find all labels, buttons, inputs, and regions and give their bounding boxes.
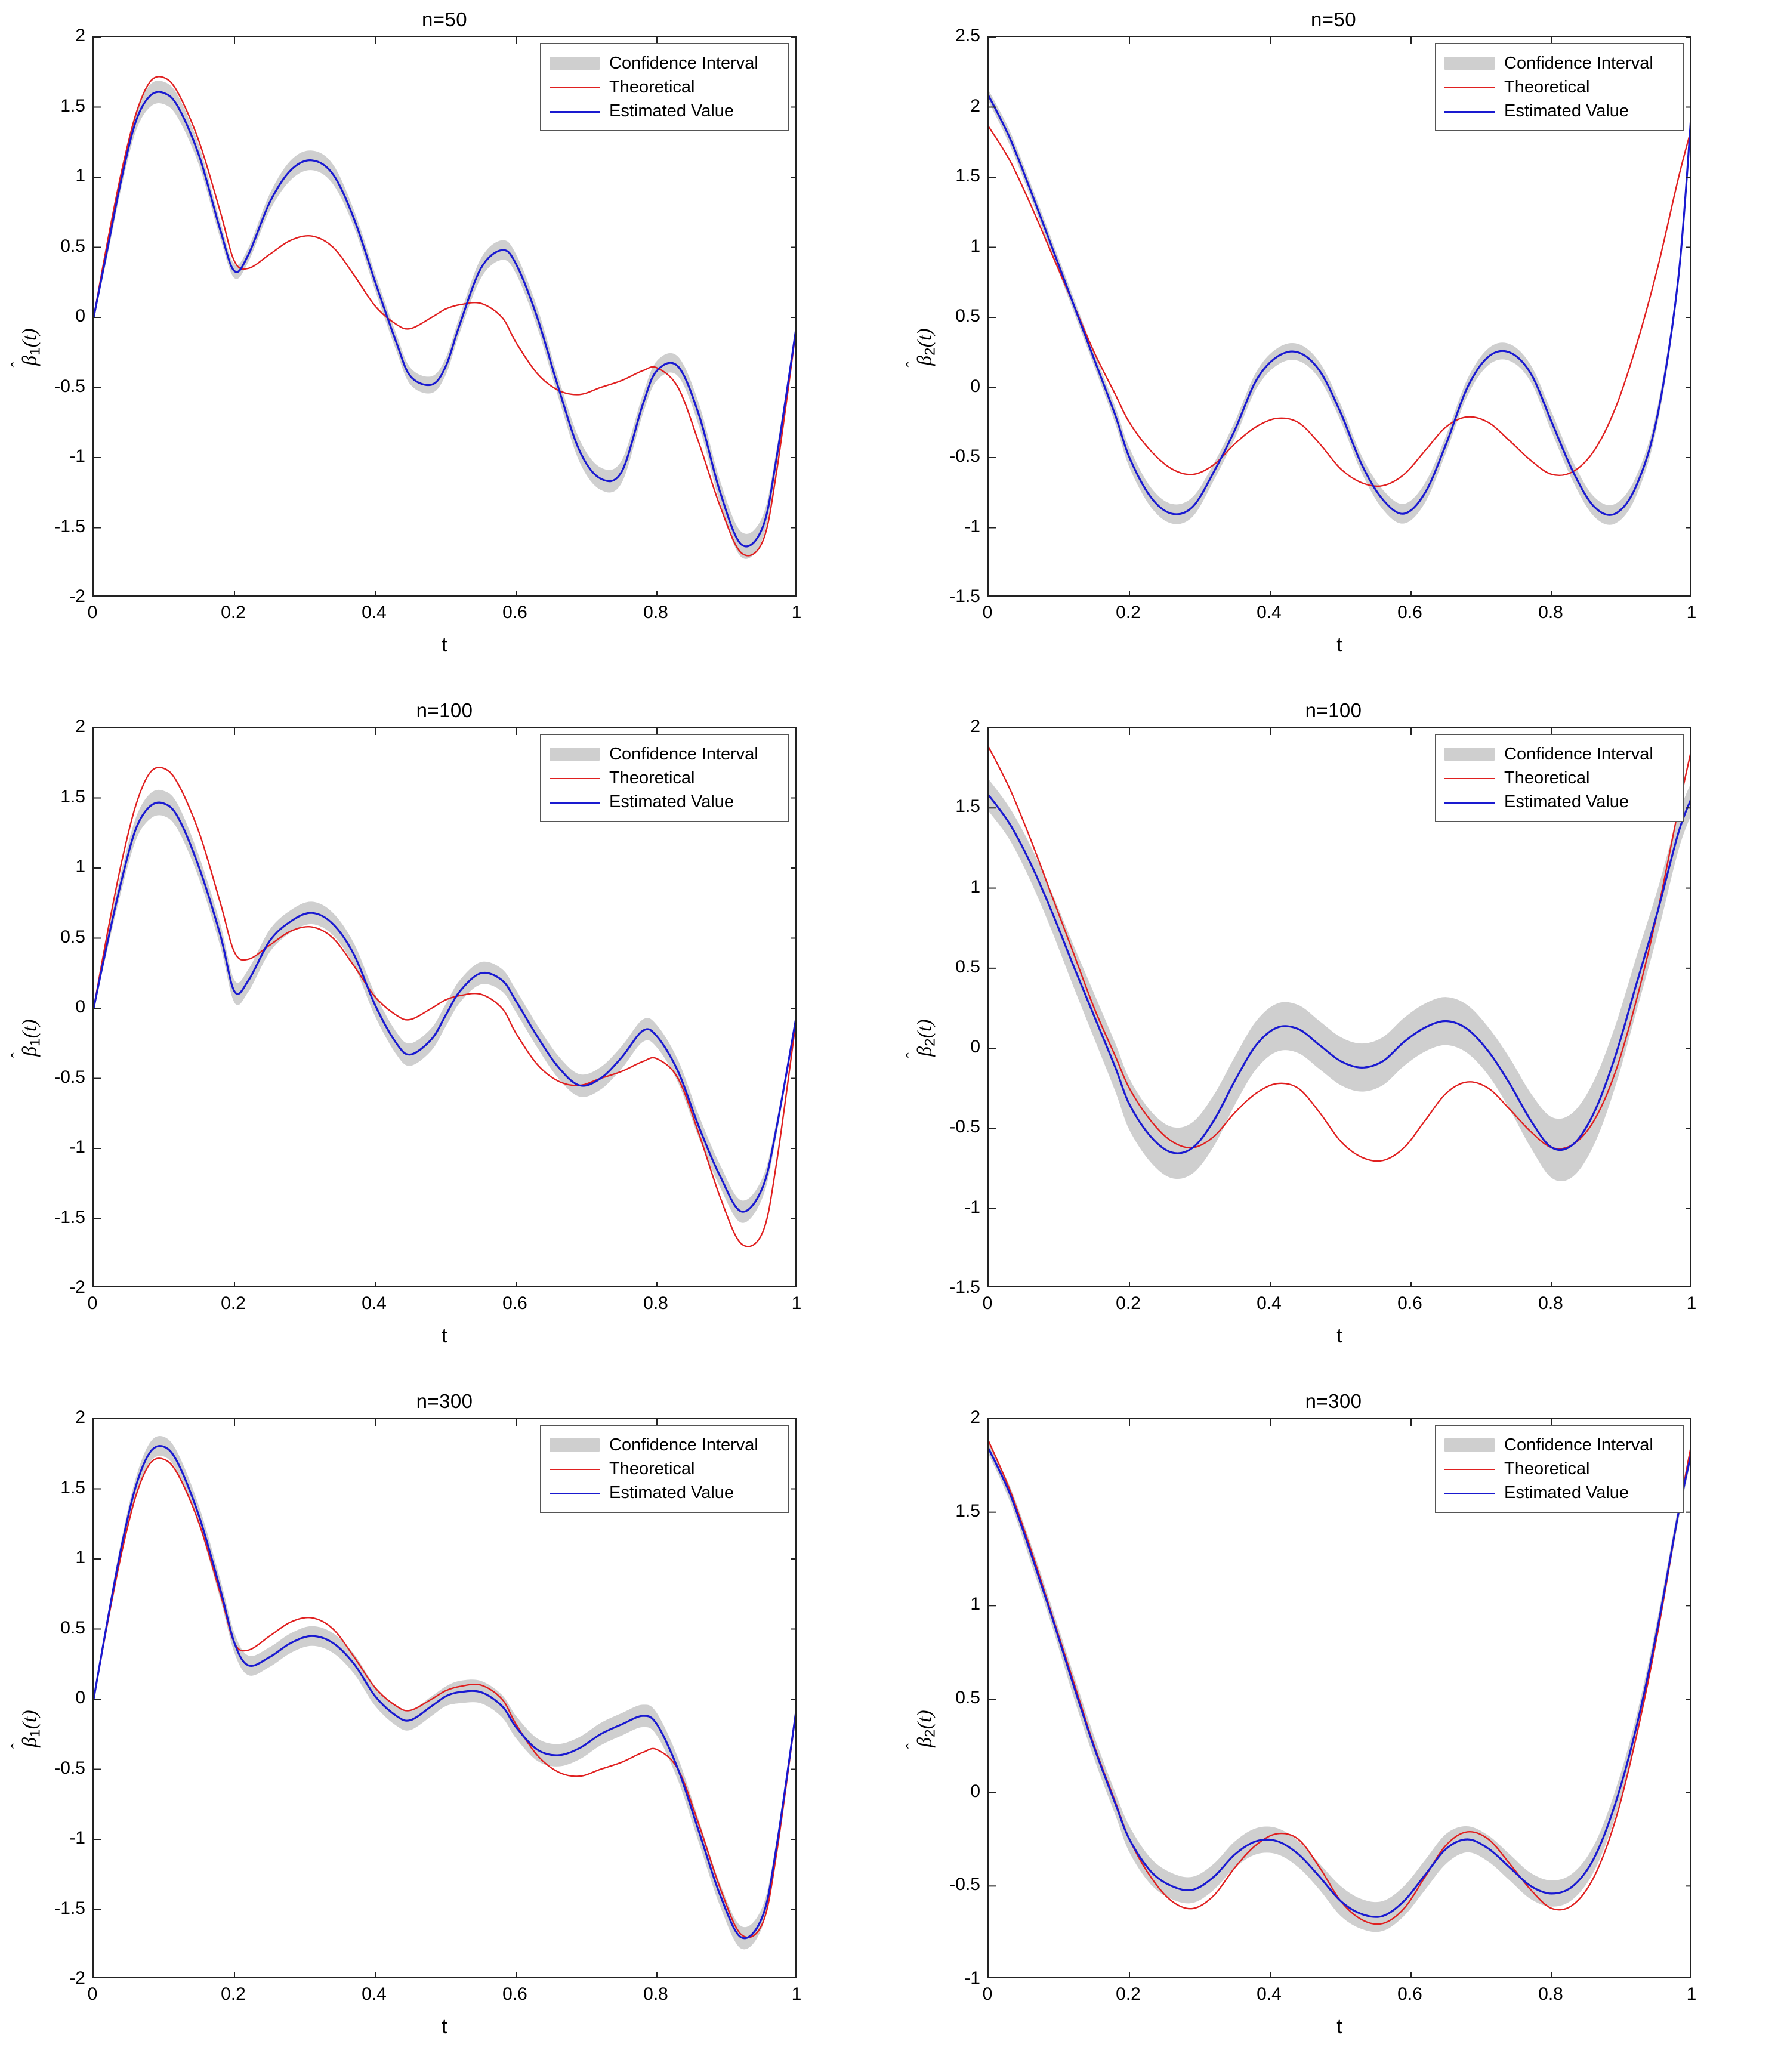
y-axis-label-arg: (t) <box>913 328 936 348</box>
legend-band-swatch <box>550 1438 600 1452</box>
legend-swatch <box>1444 1461 1495 1477</box>
y-tick-label: 0 <box>75 997 85 1017</box>
y-axis-label-sub: 2 <box>922 347 939 356</box>
legend-band-swatch <box>1444 1438 1495 1452</box>
legend-label: Estimated Value <box>1504 101 1629 121</box>
legend-band-swatch <box>1444 57 1495 70</box>
x-tick-label: 0.4 <box>362 1984 387 2004</box>
legend-line-swatch <box>550 802 600 804</box>
confidence-band <box>989 88 1691 525</box>
legend-label: Estimated Value <box>609 792 734 811</box>
y-tick-label: -1.5 <box>54 1898 85 1918</box>
y-axis-label-beta: β <box>913 1737 936 1747</box>
legend-item[interactable] <box>1444 75 1674 99</box>
panel-title: n=300 <box>416 1390 473 1412</box>
legend-label: Estimated Value <box>609 101 734 121</box>
x-tick-label: 0.8 <box>1538 603 1563 622</box>
legend-label: Estimated Value <box>609 1483 734 1502</box>
confidence-band <box>989 779 1691 1181</box>
estimated-curve <box>989 1447 1691 1917</box>
x-tick-label: 0.2 <box>1116 603 1141 622</box>
panel-beta1-n100 <box>0 691 889 1382</box>
legend-item[interactable] <box>1444 1457 1674 1481</box>
y-tick-label: 1 <box>75 166 85 186</box>
legend-item[interactable] <box>550 790 779 814</box>
y-tick-label: -0.5 <box>949 1875 980 1895</box>
y-tick-label: -2 <box>69 586 85 606</box>
y-tick-label: 0.5 <box>955 1688 980 1707</box>
x-tick-label: 0.6 <box>502 1293 527 1313</box>
legend-swatch <box>550 746 600 762</box>
x-tick-label: 1 <box>791 1293 802 1313</box>
legend-label: Confidence Interval <box>1504 1435 1653 1455</box>
y-tick-label: 2 <box>970 1407 980 1427</box>
panel-title: n=100 <box>416 699 473 721</box>
estimated-curve <box>989 93 1691 515</box>
x-axis-label: t <box>1336 1324 1342 1347</box>
legend-swatch <box>550 794 600 810</box>
legend-line-swatch <box>1444 111 1495 113</box>
legend-band-swatch <box>550 57 600 70</box>
y-tick-label: -1 <box>69 1828 85 1848</box>
legend-label: Theoretical <box>1504 77 1590 97</box>
panel-title: n=100 <box>1305 699 1362 721</box>
confidence-band <box>989 1441 1691 1932</box>
y-tick-label: 2.5 <box>955 26 980 45</box>
x-tick-label: 0.6 <box>502 1984 527 2004</box>
legend-swatch <box>550 770 600 786</box>
legend-item[interactable] <box>550 766 779 790</box>
panel-title: n=50 <box>1311 8 1356 30</box>
x-tick-label: 1 <box>791 1984 802 2004</box>
legend-swatch <box>1444 55 1495 71</box>
y-tick-label: -0.5 <box>949 446 980 466</box>
y-tick-label: 0.5 <box>955 956 980 977</box>
panel-beta1-n50 <box>0 0 889 691</box>
legend-item[interactable] <box>550 51 779 75</box>
x-axis-label: t <box>1336 634 1342 656</box>
confidence-band <box>94 790 797 1223</box>
y-axis-label-arg: (t) <box>913 1710 936 1730</box>
x-tick-label: 0.6 <box>1397 1984 1422 2004</box>
x-tick-label: 0.2 <box>221 1293 246 1313</box>
legend-band-swatch <box>1444 748 1495 761</box>
y-tick-label: -0.5 <box>54 1067 85 1087</box>
legend-item[interactable] <box>1444 1481 1674 1505</box>
legend-line-swatch <box>1444 1469 1495 1470</box>
chart-legend[interactable] <box>540 734 789 822</box>
legend-item[interactable] <box>550 99 779 123</box>
legend-label: Confidence Interval <box>609 1435 758 1455</box>
legend-label: Theoretical <box>1504 1459 1590 1478</box>
legend-item[interactable] <box>1444 742 1674 766</box>
x-tick-label: 0.8 <box>1538 1984 1563 2004</box>
legend-item[interactable] <box>1444 790 1674 814</box>
y-tick-label: -1.5 <box>949 586 980 606</box>
panel-beta2-n300 <box>889 1382 1778 2072</box>
chart-legend[interactable] <box>540 43 789 131</box>
legend-swatch <box>550 1437 600 1453</box>
y-tick-label: 2 <box>75 1407 85 1427</box>
legend-item[interactable] <box>1444 1433 1674 1457</box>
legend-line-swatch <box>550 87 600 88</box>
legend-label: Confidence Interval <box>609 53 758 73</box>
x-tick-label: 0.8 <box>643 603 668 622</box>
legend-label: Confidence Interval <box>1504 53 1653 73</box>
x-tick-label: 0.4 <box>362 1293 387 1313</box>
y-axis-label-sub: 2 <box>922 1038 939 1046</box>
legend-swatch <box>550 1461 600 1477</box>
x-tick-label: 0 <box>87 1984 98 2004</box>
x-axis-label: t <box>442 2015 447 2038</box>
legend-label: Theoretical <box>1504 768 1590 788</box>
chart-legend[interactable] <box>1435 43 1684 131</box>
y-tick-label: 0 <box>970 376 980 396</box>
legend-line-swatch <box>550 1469 600 1470</box>
y-axis-label <box>913 1669 939 1789</box>
legend-line-swatch <box>1444 1493 1495 1494</box>
panel-beta2-n100 <box>889 691 1778 1382</box>
x-tick-label: 1 <box>1686 1984 1697 2004</box>
y-tick-label: 1 <box>970 236 980 256</box>
x-axis-label: t <box>442 634 447 656</box>
y-tick-label: -2 <box>69 1968 85 1988</box>
y-axis-label-beta: β <box>18 1046 41 1057</box>
y-tick-label: -1.5 <box>54 516 85 536</box>
y-tick-label: 1 <box>970 876 980 897</box>
legend-swatch <box>550 55 600 71</box>
y-tick-label: 1.5 <box>955 796 980 817</box>
y-tick-label: 0.5 <box>60 236 85 256</box>
x-tick-label: 0 <box>87 1293 98 1313</box>
y-axis-label-arg: (t) <box>18 1710 41 1730</box>
y-tick-label: 2 <box>75 717 85 736</box>
y-tick-label: 2 <box>75 26 85 45</box>
x-tick-label: 0.2 <box>221 1984 246 2004</box>
legend-line-swatch <box>1444 778 1495 779</box>
legend-swatch <box>550 1485 600 1500</box>
y-tick-label: 0 <box>75 306 85 326</box>
y-axis-label-beta: β <box>913 1046 936 1057</box>
y-axis-label-beta: β <box>18 355 41 366</box>
legend-item[interactable] <box>550 742 779 766</box>
y-tick-label: -1 <box>69 446 85 466</box>
legend-swatch <box>1444 794 1495 810</box>
legend-line-swatch <box>1444 802 1495 804</box>
y-axis-label-sub: 1 <box>27 347 44 356</box>
y-tick-label: 1.5 <box>60 95 85 116</box>
y-tick-label: -1.5 <box>54 1207 85 1227</box>
legend-item[interactable] <box>550 1457 779 1481</box>
y-tick-label: 0.5 <box>60 927 85 947</box>
y-tick-label: -2 <box>69 1277 85 1297</box>
y-tick-label: -0.5 <box>54 376 85 396</box>
y-axis-label-beta: β <box>913 355 936 366</box>
chart-legend[interactable] <box>1435 734 1684 822</box>
x-tick-label: 0.6 <box>502 603 527 622</box>
y-tick-label: 1 <box>970 1594 980 1614</box>
legend-line-swatch <box>1444 87 1495 88</box>
y-tick-label: -1.5 <box>949 1277 980 1297</box>
theoretical-curve <box>989 124 1691 486</box>
y-axis-label-beta: β <box>18 1737 41 1747</box>
confidence-band <box>94 81 797 559</box>
legend-swatch <box>1444 1437 1495 1453</box>
legend-item[interactable] <box>1444 766 1674 790</box>
y-tick-label: 1.5 <box>955 1500 980 1521</box>
x-tick-label: 0.8 <box>643 1984 668 2004</box>
y-axis-label-arg: (t) <box>18 328 41 348</box>
x-tick-label: 0.2 <box>221 603 246 622</box>
y-axis-label-arg: (t) <box>18 1019 41 1039</box>
legend-swatch <box>1444 770 1495 786</box>
legend-item[interactable] <box>1444 51 1674 75</box>
legend-item[interactable] <box>1444 99 1674 123</box>
x-tick-label: 0.4 <box>1257 1293 1282 1313</box>
y-tick-label: 0.5 <box>955 306 980 326</box>
x-tick-label: 0 <box>982 1293 993 1313</box>
legend-swatch <box>550 103 600 119</box>
legend-label: Theoretical <box>609 77 695 97</box>
x-tick-label: 0.8 <box>1538 1293 1563 1313</box>
y-tick-label: 1.5 <box>60 786 85 807</box>
legend-label: Theoretical <box>609 768 695 788</box>
x-tick-label: 1 <box>1686 1293 1697 1313</box>
chart-legend[interactable] <box>540 1425 789 1513</box>
legend-swatch <box>1444 746 1495 762</box>
panel-beta2-n50 <box>889 0 1778 691</box>
panel-title: n=300 <box>1305 1390 1362 1412</box>
y-axis-label-sub: 1 <box>27 1038 44 1046</box>
legend-swatch <box>1444 103 1495 119</box>
y-tick-label: -0.5 <box>54 1758 85 1778</box>
x-tick-label: 1 <box>1686 603 1697 622</box>
legend-label: Confidence Interval <box>609 744 758 764</box>
y-tick-label: 2 <box>970 717 980 736</box>
y-tick-label: 0 <box>970 1037 980 1057</box>
y-axis-label-sub: 1 <box>27 1729 44 1737</box>
y-tick-label: 1 <box>75 857 85 876</box>
y-tick-label: 0 <box>75 1688 85 1707</box>
y-tick-label: -1 <box>964 1197 980 1217</box>
x-tick-label: 0.6 <box>1397 1293 1422 1313</box>
legend-label: Estimated Value <box>1504 792 1629 811</box>
y-tick-label: 1 <box>75 1548 85 1567</box>
x-tick-label: 0 <box>982 1984 993 2004</box>
legend-line-swatch <box>550 111 600 113</box>
y-tick-label: 0.5 <box>60 1617 85 1638</box>
x-tick-label: 0.2 <box>1116 1293 1141 1313</box>
y-tick-label: 2 <box>970 95 980 116</box>
chart-legend[interactable] <box>1435 1425 1684 1513</box>
x-tick-label: 0.4 <box>1257 1984 1282 2004</box>
y-tick-label: 1.5 <box>955 166 980 186</box>
legend-band-swatch <box>550 748 600 761</box>
x-tick-label: 0 <box>87 603 98 622</box>
y-tick-label: 0 <box>970 1781 980 1801</box>
panel-title: n=50 <box>422 8 467 30</box>
legend-line-swatch <box>550 778 600 779</box>
x-tick-label: 0.6 <box>1397 603 1422 622</box>
y-tick-label: -1 <box>964 516 980 536</box>
confidence-band <box>94 1436 797 1949</box>
x-axis-label: t <box>442 1324 447 1347</box>
y-tick-label: 1.5 <box>60 1477 85 1497</box>
y-tick-label: -0.5 <box>949 1117 980 1137</box>
legend-item[interactable] <box>550 1433 779 1457</box>
legend-item[interactable] <box>550 75 779 99</box>
x-tick-label: 0 <box>982 603 993 622</box>
legend-swatch <box>1444 1485 1495 1500</box>
legend-swatch <box>550 79 600 95</box>
legend-label: Confidence Interval <box>1504 744 1653 764</box>
y-axis-label-sub: 2 <box>922 1729 939 1737</box>
y-tick-label: -1 <box>69 1137 85 1157</box>
legend-label: Estimated Value <box>1504 1483 1629 1502</box>
legend-item[interactable] <box>550 1481 779 1505</box>
x-tick-label: 0.4 <box>1257 603 1282 622</box>
legend-line-swatch <box>550 1493 600 1494</box>
x-tick-label: 0.2 <box>1116 1984 1141 2004</box>
y-tick-label: -1 <box>964 1968 980 1988</box>
x-tick-label: 1 <box>791 603 802 622</box>
x-tick-label: 0.4 <box>362 603 387 622</box>
legend-label: Theoretical <box>609 1459 695 1478</box>
panel-beta1-n300 <box>0 1382 889 2072</box>
legend-swatch <box>1444 79 1495 95</box>
x-tick-label: 0.8 <box>643 1293 668 1313</box>
x-axis-label: t <box>1336 2015 1342 2038</box>
y-axis-label-arg: (t) <box>913 1019 936 1039</box>
